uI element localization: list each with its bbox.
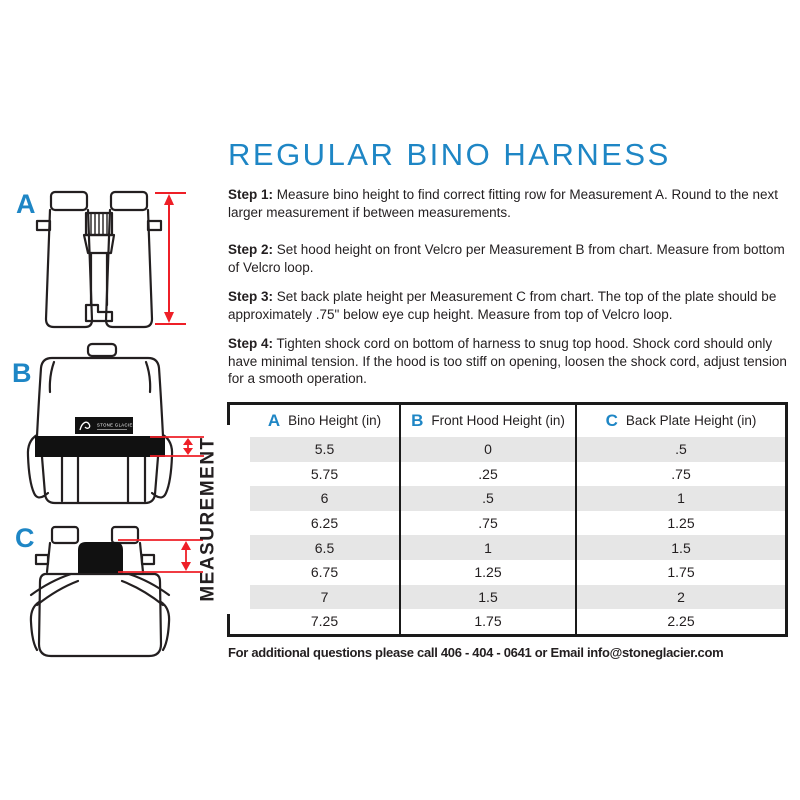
- table-cell: 1: [400, 535, 576, 560]
- step-2-paragraph: [228, 241, 790, 276]
- table-cell: .75: [400, 511, 576, 536]
- column-header-label: Front Hood Height (in): [431, 413, 565, 428]
- table-cell: 7: [250, 585, 400, 610]
- table-cell: 6.5: [250, 535, 400, 560]
- table-cell: 1.25: [576, 511, 785, 536]
- measurement-c-badge: C: [605, 411, 618, 430]
- table-header-row: [250, 405, 785, 437]
- logo-text: STONE GLACIER: [97, 422, 137, 428]
- measurement-axis-text: MEASUREMENT: [198, 436, 219, 602]
- table-cell: .75: [576, 462, 785, 487]
- table-cell: 1.75: [400, 609, 576, 634]
- table-row: [250, 511, 785, 536]
- diagram-b-label: B: [12, 358, 32, 388]
- step-4-text: Tighten shock cord on bottom of harness to snug top hood. Shock cord should only have minimal tension. If the hood is too stiff on opening, loosen the shock cord, adjust tension for a smooth operation.: [228, 336, 787, 386]
- harness-front-diagram-icon: [25, 342, 210, 510]
- step-3-paragraph: [228, 288, 790, 323]
- focus-knob-ribs: [91, 214, 107, 234]
- table-cell: .25: [400, 462, 576, 487]
- table-cell: 6.25: [310, 515, 339, 532]
- column-header-bino-height: [250, 405, 400, 437]
- table-cell: 6: [250, 486, 400, 511]
- table-cell: 2: [576, 585, 785, 610]
- table-cell: 2.25: [576, 609, 785, 634]
- step-4-paragraph: [228, 335, 790, 388]
- step-4-label: Step 4:: [228, 336, 274, 351]
- table-cell: 1.25: [400, 560, 576, 585]
- diagram-c-label: C: [15, 523, 35, 553]
- diagram-a-label: A: [16, 189, 36, 219]
- binoculars-outline: [37, 192, 161, 327]
- table-cell: 1.5: [400, 585, 576, 610]
- table-cell: .5: [400, 486, 576, 511]
- table-row: [250, 560, 785, 585]
- table-row: [250, 462, 785, 487]
- back-plate-height-dimension-arrow: [118, 540, 203, 572]
- page-title: REGULAR BINO HARNESS: [228, 137, 671, 172]
- table-cell: 6.75: [310, 564, 339, 581]
- table-cell: .5: [576, 437, 785, 462]
- velcro-band: [35, 436, 165, 457]
- table-cell: 0: [400, 437, 576, 462]
- step-2-label: Step 2:: [228, 242, 274, 257]
- back-plate: [78, 542, 123, 573]
- table-cell: 5.75: [310, 465, 339, 482]
- column-header-label: Bino Height (in): [288, 413, 382, 428]
- table-cell: 1.5: [576, 535, 785, 560]
- table-row: [250, 535, 785, 560]
- step-1-text: Measure bino height to find correct fitting row for Measurement A. Round to the next larger measurement if between measurements.: [228, 187, 779, 220]
- step-2-text: Set hood height on front Velcro per Measurement B from chart. Measure from bottom of Velcro loop.: [228, 242, 785, 275]
- step-3-text: Set back plate height per Measurement C from chart. The top of the plate should be approximately .75" below eye cup height. Measure from top of Velcro loop.: [228, 289, 777, 322]
- table-row: [250, 609, 785, 634]
- binoculars-front-diagram-icon: [30, 185, 190, 333]
- bino-height-dimension-arrow: [155, 193, 186, 324]
- table-row: [250, 486, 785, 511]
- column-header-front-hood-height: [400, 405, 576, 437]
- table-cell: 1: [576, 486, 785, 511]
- table-cell: 5.5: [250, 437, 400, 462]
- table-cell: 7.25: [310, 613, 339, 630]
- table-row: [250, 437, 785, 462]
- step-1-paragraph: [228, 186, 790, 221]
- step-1-label: Step 1:: [228, 187, 274, 202]
- measurement-table-grid: [250, 405, 785, 634]
- measurement-table: [227, 402, 788, 637]
- measurement-a-badge: A: [267, 411, 281, 430]
- column-header-label: Back Plate Height (in): [625, 413, 757, 428]
- footer-contact: For additional questions please call 406 - 404 - 0641 or Email info@stoneglacier.com: [228, 645, 724, 660]
- measurement-axis-label: [195, 403, 223, 635]
- column-header-back-plate-height: [576, 405, 785, 437]
- harness-back-diagram-icon: [25, 510, 207, 662]
- step-3-label: Step 3:: [228, 289, 274, 304]
- measurement-b-badge: B: [411, 411, 424, 430]
- table-cell: 1.75: [576, 560, 785, 585]
- table-row: [250, 585, 785, 610]
